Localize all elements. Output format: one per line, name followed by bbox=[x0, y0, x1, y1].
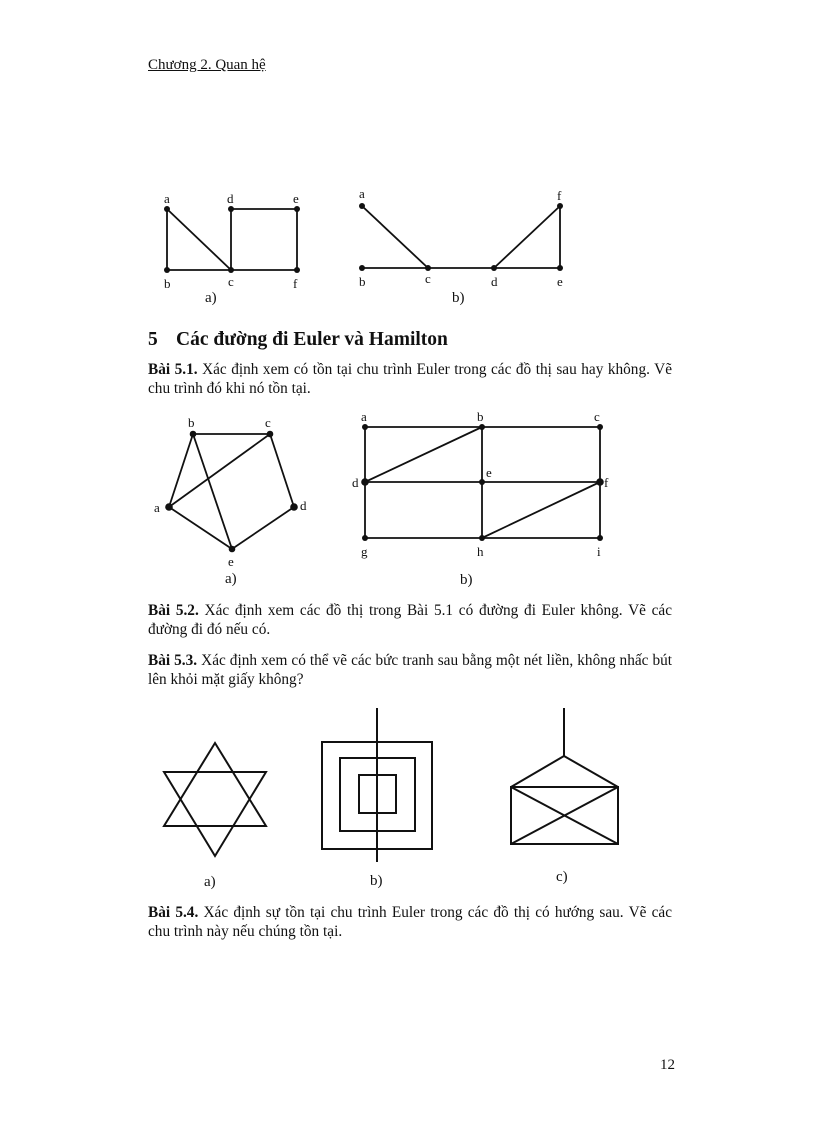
figure-caption: a) bbox=[205, 290, 217, 306]
exercise-label: Bài 5.3. bbox=[148, 652, 198, 669]
edge-a-b bbox=[169, 434, 193, 507]
roof-left bbox=[511, 756, 564, 787]
vertex bbox=[359, 265, 365, 271]
exercise-text: Xác định xem các đồ thị trong Bài 5.1 có đường đi Euler không. Vẽ các đường đi đó nếu có. bbox=[148, 602, 673, 638]
vertex-label: c bbox=[425, 271, 431, 286]
vertex-label: a bbox=[154, 500, 160, 515]
vertex-label: a bbox=[359, 186, 365, 201]
figure-caption: c) bbox=[556, 869, 568, 885]
vertex bbox=[491, 265, 497, 271]
exercise-label: Bài 5.2. bbox=[148, 602, 199, 619]
top-graph-b bbox=[359, 186, 563, 306]
edge-d-e bbox=[232, 507, 294, 549]
exercise-5-2 bbox=[148, 601, 672, 639]
vertex bbox=[164, 206, 170, 212]
vertex-label: c bbox=[594, 409, 600, 424]
edge-e-a bbox=[169, 507, 232, 549]
figure-caption: a) bbox=[204, 874, 216, 890]
vertex-label: f bbox=[604, 475, 609, 490]
figure-caption: a) bbox=[225, 571, 237, 587]
vertex bbox=[479, 424, 485, 430]
vertex-label: a bbox=[164, 191, 170, 206]
vertex-label: h bbox=[477, 544, 484, 559]
page-header: Chương 2. Quan hệ bbox=[148, 57, 266, 73]
vertex bbox=[164, 267, 170, 273]
vertex bbox=[597, 535, 603, 541]
edge-c-d bbox=[270, 434, 294, 507]
exercise-text: Xác định xem có tồn tại chu trình Euler trong các đồ thị sau hay không. Vẽ chu trình đó khi nó tồn tại. bbox=[148, 361, 672, 397]
section-number: 5 bbox=[148, 329, 158, 350]
vertex bbox=[597, 424, 603, 430]
vertex-label: e bbox=[293, 191, 299, 206]
vertex bbox=[290, 503, 298, 511]
vertex-label: e bbox=[228, 554, 234, 569]
vertex-label: f bbox=[293, 276, 298, 291]
vertex bbox=[294, 267, 300, 273]
edge-d-b bbox=[365, 427, 482, 482]
edge-a-c bbox=[167, 209, 231, 270]
vertex bbox=[557, 265, 563, 271]
vertex bbox=[361, 478, 369, 486]
section-heading bbox=[148, 329, 448, 351]
vertex bbox=[596, 478, 604, 486]
edge-d-f bbox=[494, 206, 560, 268]
exercise-5-3 bbox=[148, 651, 672, 689]
top-graph-a bbox=[164, 191, 300, 306]
vertex bbox=[294, 206, 300, 212]
vertex bbox=[362, 424, 368, 430]
vertex bbox=[165, 503, 173, 511]
ex53-figure-c-envelope bbox=[511, 708, 618, 885]
vertex bbox=[228, 206, 234, 212]
ex51-graph-b bbox=[352, 409, 609, 588]
vertex bbox=[267, 431, 274, 438]
figure-caption: b) bbox=[370, 873, 383, 889]
vertex-label: g bbox=[361, 544, 368, 559]
vertex-label: e bbox=[557, 274, 563, 289]
figure-caption: b) bbox=[452, 290, 465, 306]
vertex-label: i bbox=[597, 544, 601, 559]
vertex-label: d bbox=[300, 498, 307, 513]
vertex bbox=[479, 535, 485, 541]
vertex-label: b bbox=[477, 409, 484, 424]
vertex bbox=[479, 479, 485, 485]
exercise-text: Xác định sự tồn tại chu trình Euler trong các đồ thị có hướng sau. Vẽ các chu trình này nếu chúng tồn tại. bbox=[148, 904, 672, 940]
edge-b-e bbox=[193, 434, 232, 549]
vertex bbox=[557, 203, 563, 209]
edge-a-c bbox=[169, 434, 270, 507]
exercise-5-1 bbox=[148, 360, 672, 398]
exercise-5-4 bbox=[148, 903, 672, 941]
ex51-graph-a bbox=[154, 415, 307, 587]
star-triangle-up bbox=[164, 743, 266, 826]
roof-right bbox=[564, 756, 618, 787]
vertex-label: a bbox=[361, 409, 367, 424]
vertex bbox=[228, 267, 234, 273]
edge-a-c bbox=[362, 206, 428, 268]
figure-caption: b) bbox=[460, 572, 473, 588]
exercise-label: Bài 5.4. bbox=[148, 904, 199, 921]
vertex-label: d bbox=[491, 274, 498, 289]
vertex-label: b bbox=[188, 415, 195, 430]
page-number: 12 bbox=[660, 1057, 675, 1073]
vertex-label: b bbox=[359, 274, 366, 289]
vertex-label: d bbox=[352, 475, 359, 490]
vertex bbox=[229, 546, 236, 553]
edge-h-f bbox=[482, 482, 600, 538]
star-triangle-down bbox=[164, 772, 266, 856]
ex53-figure-a-star bbox=[164, 743, 266, 890]
vertex-label: f bbox=[557, 188, 562, 203]
vertex-label: c bbox=[265, 415, 271, 430]
vertex-label: c bbox=[228, 274, 234, 289]
section-title: Các đường đi Euler và Hamilton bbox=[176, 329, 448, 350]
ex53-figure-b-squares bbox=[322, 708, 432, 889]
vertex bbox=[359, 203, 365, 209]
vertex bbox=[362, 535, 368, 541]
vertex-label: d bbox=[227, 191, 234, 206]
vertex-label: b bbox=[164, 276, 171, 291]
exercise-text: Xác định xem có thể vẽ các bức tranh sau bằng một nét liền, không nhấc bút lên khỏi mặt giấy không? bbox=[148, 652, 673, 688]
vertex bbox=[190, 431, 197, 438]
exercise-label: Bài 5.1. bbox=[148, 361, 198, 378]
vertex-label: e bbox=[486, 465, 492, 480]
